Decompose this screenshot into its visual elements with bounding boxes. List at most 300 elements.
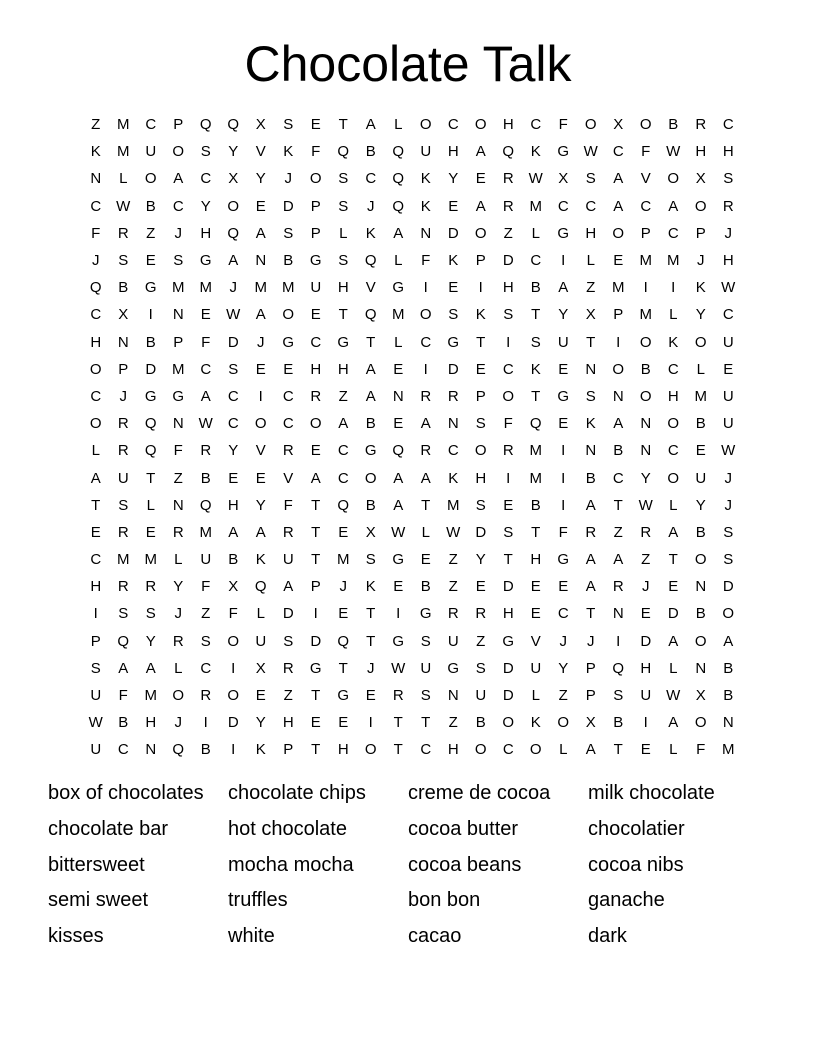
grid-letter: M <box>172 279 185 297</box>
grid-letter: A <box>613 551 624 569</box>
grid-letter: D <box>447 360 459 378</box>
grid-letter: I <box>506 333 511 351</box>
grid-row <box>82 600 742 627</box>
grid-letter: S <box>338 252 349 270</box>
grid-letter: X <box>613 116 624 134</box>
grid-letter: K <box>365 578 376 596</box>
grid-row <box>82 138 742 165</box>
grid-row <box>82 573 742 600</box>
grid-letter: E <box>310 306 321 324</box>
grid-letter: U <box>145 143 157 161</box>
grid-letter: Y <box>695 306 706 324</box>
grid-letter: Q <box>612 659 625 677</box>
grid-letter: L <box>531 687 540 705</box>
grid-letter: A <box>668 632 679 650</box>
grid-letter: F <box>558 523 568 541</box>
grid-letter: B <box>695 415 706 433</box>
grid-letter: C <box>282 387 294 405</box>
grid-letter: F <box>503 415 513 433</box>
word-list-item: box of chocolates <box>48 782 204 804</box>
grid-letter: O <box>584 116 597 134</box>
grid-letter: E <box>255 360 266 378</box>
grid-letter: P <box>310 578 321 596</box>
grid-letter: M <box>529 197 542 215</box>
grid-row <box>82 628 742 655</box>
grid-letter: A <box>723 632 734 650</box>
grid-letter: E <box>668 578 679 596</box>
grid-letter: H <box>585 224 597 242</box>
grid-letter: C <box>365 170 377 188</box>
grid-letter: Z <box>201 605 211 623</box>
grid-letter: V <box>530 632 541 650</box>
grid-letter: S <box>365 551 376 569</box>
grid-letter: A <box>90 469 101 487</box>
grid-letter: Q <box>502 143 515 161</box>
grid-letter: K <box>420 170 431 188</box>
grid-letter: U <box>282 551 294 569</box>
grid-letter: K <box>448 469 459 487</box>
grid-letter: O <box>612 360 625 378</box>
grid-letter: J <box>724 469 732 487</box>
grid-letter: A <box>668 714 679 732</box>
grid-letter: T <box>586 605 596 623</box>
grid-letter: G <box>172 387 185 405</box>
grid-letter: O <box>612 224 625 242</box>
grid-letter: P <box>310 224 321 242</box>
grid-letter: I <box>368 714 373 732</box>
grid-letter: M <box>722 741 735 759</box>
grid-letter: Q <box>392 442 405 460</box>
grid-letter: W <box>528 170 543 188</box>
grid-letter: L <box>174 551 183 569</box>
grid-letter: O <box>694 197 707 215</box>
grid-letter: A <box>613 197 624 215</box>
grid-letter: A <box>145 659 156 677</box>
grid-letter: Q <box>364 306 377 324</box>
grid-letter: W <box>666 687 681 705</box>
grid-row <box>82 247 742 274</box>
grid-letter: H <box>667 387 679 405</box>
grid-letter: S <box>475 496 486 514</box>
grid-letter: S <box>475 415 486 433</box>
grid-letter: S <box>530 333 541 351</box>
grid-letter: X <box>365 523 376 541</box>
grid-letter: E <box>365 687 376 705</box>
grid-letter: X <box>255 659 266 677</box>
grid-letter: I <box>423 279 428 297</box>
grid-letter: O <box>419 116 432 134</box>
grid-letter: M <box>529 442 542 460</box>
grid-letter: C <box>722 116 734 134</box>
grid-letter: W <box>116 197 131 215</box>
grid-letter: F <box>118 687 128 705</box>
grid-letter: M <box>172 360 185 378</box>
grid-letter: E <box>695 442 706 460</box>
word-list-item: chocolate bar <box>48 817 169 840</box>
word-list-item: chocolate chips <box>228 782 366 804</box>
grid-letter: A <box>668 523 679 541</box>
grid-letter: A <box>173 170 184 188</box>
grid-letter: Q <box>199 496 212 514</box>
grid-letter: Y <box>145 632 156 650</box>
grid-letter: O <box>227 632 240 650</box>
grid-letter: Q <box>144 415 157 433</box>
grid-letter: Q <box>392 170 405 188</box>
grid-letter: J <box>724 224 732 242</box>
grid-letter: P <box>173 116 184 134</box>
grid-letter: M <box>639 252 652 270</box>
grid-letter: J <box>257 333 265 351</box>
grid-letter: O <box>227 687 240 705</box>
grid-letter: C <box>310 333 322 351</box>
grid-letter: O <box>694 632 707 650</box>
grid-letter: Y <box>173 578 184 596</box>
grid-letter: L <box>559 741 568 759</box>
grid-letter: E <box>393 415 404 433</box>
grid-letter: N <box>695 659 707 677</box>
grid-letter: N <box>172 306 184 324</box>
grid-letter: H <box>530 551 542 569</box>
grid-letter: U <box>420 659 432 677</box>
grid-letter: E <box>145 252 156 270</box>
grid-letter: N <box>612 387 624 405</box>
grid-letter: R <box>172 632 184 650</box>
grid-letter: I <box>478 279 483 297</box>
grid-letter: R <box>722 197 734 215</box>
grid-letter: H <box>447 143 459 161</box>
grid-letter: Z <box>613 523 623 541</box>
grid-letter: U <box>695 469 707 487</box>
grid-letter: G <box>337 687 350 705</box>
grid-letter: A <box>365 360 376 378</box>
grid-letter: H <box>227 496 239 514</box>
grid-letter: A <box>310 469 321 487</box>
grid-letter: K <box>475 306 486 324</box>
grid-letter: C <box>447 442 459 460</box>
grid-letter: R <box>447 387 459 405</box>
grid-letter: O <box>144 170 157 188</box>
grid-letter: U <box>722 387 734 405</box>
grid-letter: Z <box>558 687 568 705</box>
grid-letter: E <box>530 578 541 596</box>
grid-letter: Y <box>228 143 239 161</box>
grid-letter: O <box>172 143 185 161</box>
grid-row <box>82 655 742 682</box>
grid-letter: Z <box>586 279 596 297</box>
grid-letter: B <box>145 333 156 351</box>
grid-letter: B <box>613 714 624 732</box>
grid-letter: B <box>118 279 129 297</box>
grid-letter: B <box>640 360 651 378</box>
grid-letter: Y <box>695 496 706 514</box>
grid-letter: L <box>339 224 348 242</box>
grid-letter: C <box>502 360 514 378</box>
grid-letter: P <box>640 224 651 242</box>
grid-letter: S <box>283 632 294 650</box>
grid-letter: I <box>148 306 153 324</box>
grid-letter: C <box>502 741 514 759</box>
grid-letter: U <box>117 469 129 487</box>
grid-letter: S <box>118 605 129 623</box>
grid-letter: T <box>338 306 348 324</box>
grid-letter: L <box>669 659 678 677</box>
grid-letter: Y <box>255 496 266 514</box>
grid-letter: L <box>669 496 678 514</box>
grid-letter: E <box>530 605 541 623</box>
grid-letter: I <box>671 279 676 297</box>
grid-letter: M <box>254 279 267 297</box>
grid-letter: B <box>200 741 211 759</box>
grid-letter: Q <box>337 143 350 161</box>
grid-letter: T <box>531 523 541 541</box>
word-list-item: bittersweet <box>48 853 145 876</box>
grid-letter: B <box>365 496 376 514</box>
grid-letter: K <box>90 143 101 161</box>
grid-letter: D <box>502 252 514 270</box>
grid-letter: Y <box>448 170 459 188</box>
grid-letter: A <box>228 252 239 270</box>
grid-row <box>82 546 742 573</box>
grid-letter: E <box>475 170 486 188</box>
grid-letter: G <box>502 632 515 650</box>
grid-letter: H <box>640 659 652 677</box>
grid-letter: K <box>530 360 541 378</box>
grid-letter: A <box>668 197 679 215</box>
grid-letter: W <box>446 523 461 541</box>
word-list-item: dark <box>588 925 627 948</box>
grid-letter: W <box>721 279 736 297</box>
grid-letter: E <box>448 197 459 215</box>
grid-letter: I <box>561 252 566 270</box>
grid-letter: H <box>722 143 734 161</box>
grid-letter: N <box>255 252 267 270</box>
grid-letter: B <box>585 469 596 487</box>
grid-letter: E <box>613 252 624 270</box>
grid-letter: E <box>420 551 431 569</box>
grid-row <box>82 736 742 763</box>
grid-letter: A <box>338 415 349 433</box>
grid-letter: N <box>172 415 184 433</box>
grid-letter: C <box>90 551 102 569</box>
grid-letter: B <box>145 197 156 215</box>
grid-letter: E <box>310 714 321 732</box>
grid-letter: B <box>118 714 129 732</box>
grid-letter: L <box>394 116 403 134</box>
word-list-item: kisses <box>48 925 104 948</box>
grid-letter: Q <box>199 116 212 134</box>
grid-letter: A <box>585 578 596 596</box>
grid-letter: O <box>502 387 515 405</box>
word-search-grid <box>82 111 742 764</box>
grid-row <box>82 111 742 138</box>
grid-letter: G <box>144 387 157 405</box>
word-list-item: hot chocolate <box>228 817 347 840</box>
grid-letter: C <box>722 306 734 324</box>
grid-letter: P <box>475 252 486 270</box>
grid-letter: W <box>198 415 213 433</box>
grid-letter: Z <box>283 687 293 705</box>
grid-letter: T <box>421 496 431 514</box>
grid-letter: D <box>310 632 322 650</box>
grid-letter: O <box>639 116 652 134</box>
grid-letter: G <box>392 279 405 297</box>
grid-letter: A <box>585 551 596 569</box>
word-list-item: cacao <box>408 925 462 948</box>
grid-letter: M <box>392 306 405 324</box>
grid-letter: G <box>144 279 157 297</box>
grid-letter: H <box>722 252 734 270</box>
grid-letter: D <box>282 605 294 623</box>
grid-letter: Z <box>503 224 513 242</box>
grid-letter: Q <box>117 632 130 650</box>
grid-letter: D <box>282 197 294 215</box>
grid-letter: L <box>394 252 403 270</box>
grid-letter: L <box>669 306 678 324</box>
grid-letter: S <box>723 170 734 188</box>
grid-letter: N <box>695 578 707 596</box>
grid-letter: P <box>613 306 624 324</box>
grid-letter: C <box>337 469 349 487</box>
grid-letter: E <box>475 360 486 378</box>
grid-letter: I <box>231 659 236 677</box>
grid-letter: L <box>256 605 265 623</box>
grid-letter: X <box>695 687 706 705</box>
grid-letter: B <box>200 469 211 487</box>
grid-letter: I <box>643 279 648 297</box>
grid-letter: H <box>502 116 514 134</box>
grid-letter: S <box>200 632 211 650</box>
grid-letter: O <box>474 224 487 242</box>
grid-letter: N <box>612 605 624 623</box>
word-list-item: white <box>228 925 275 948</box>
grid-letter: E <box>145 523 156 541</box>
grid-letter: C <box>585 197 597 215</box>
grid-letter: Q <box>392 143 405 161</box>
grid-letter: S <box>585 170 596 188</box>
grid-letter: H <box>337 360 349 378</box>
grid-letter: N <box>145 741 157 759</box>
grid-letter: R <box>117 442 129 460</box>
grid-letter: F <box>696 741 706 759</box>
grid-letter: A <box>558 279 569 297</box>
grid-letter: K <box>530 714 541 732</box>
grid-letter: R <box>640 523 652 541</box>
grid-letter: N <box>420 224 432 242</box>
grid-letter: B <box>475 714 486 732</box>
grid-letter: E <box>503 496 514 514</box>
grid-letter: Q <box>337 632 350 650</box>
grid-letter: U <box>640 687 652 705</box>
grid-letter: M <box>612 279 625 297</box>
grid-letter: T <box>503 551 513 569</box>
grid-letter: B <box>695 605 706 623</box>
grid-letter: S <box>283 116 294 134</box>
grid-letter: L <box>174 659 183 677</box>
grid-letter: L <box>146 496 155 514</box>
word-list-item: mocha mocha <box>228 853 354 876</box>
grid-letter: R <box>447 605 459 623</box>
grid-letter: E <box>338 714 349 732</box>
grid-letter: R <box>200 442 212 460</box>
grid-letter: E <box>283 360 294 378</box>
grid-letter: Q <box>364 252 377 270</box>
grid-letter: F <box>641 143 651 161</box>
grid-row <box>82 301 742 328</box>
grid-letter: K <box>255 741 266 759</box>
grid-letter: X <box>585 306 596 324</box>
grid-letter: A <box>283 578 294 596</box>
grid-letter: P <box>695 224 706 242</box>
grid-letter: G <box>392 551 405 569</box>
word-list-item: bon bon <box>408 889 481 912</box>
grid-letter: G <box>447 659 460 677</box>
grid-row <box>82 492 742 519</box>
grid-row <box>82 220 742 247</box>
grid-letter: F <box>228 605 238 623</box>
grid-letter: Y <box>200 197 211 215</box>
grid-letter: Y <box>558 659 569 677</box>
grid-letter: T <box>613 496 623 514</box>
grid-letter: T <box>613 741 623 759</box>
grid-letter: P <box>585 659 596 677</box>
grid-letter: D <box>502 687 514 705</box>
grid-letter: W <box>88 714 103 732</box>
grid-letter: O <box>309 170 322 188</box>
grid-letter: S <box>200 143 211 161</box>
page-title: Chocolate Talk <box>244 36 572 92</box>
grid-letter: M <box>144 551 157 569</box>
grid-letter: E <box>310 442 321 460</box>
grid-letter: Z <box>476 632 486 650</box>
grid-letter: Q <box>529 415 542 433</box>
grid-letter: K <box>530 143 541 161</box>
grid-letter: E <box>448 279 459 297</box>
grid-letter: D <box>227 714 239 732</box>
grid-letter: S <box>448 306 459 324</box>
grid-letter: P <box>118 360 129 378</box>
grid-letter: R <box>282 659 294 677</box>
grid-letter: C <box>200 659 212 677</box>
grid-letter: A <box>255 306 266 324</box>
grid-letter: I <box>313 605 318 623</box>
grid-letter: E <box>90 523 101 541</box>
grid-letter: C <box>612 469 624 487</box>
grid-letter: C <box>117 741 129 759</box>
grid-letter: U <box>557 333 569 351</box>
grid-letter: S <box>503 306 514 324</box>
grid-letter: S <box>90 659 101 677</box>
grid-letter: G <box>557 387 570 405</box>
grid-letter: M <box>337 551 350 569</box>
grid-letter: O <box>89 360 102 378</box>
grid-letter: N <box>90 170 102 188</box>
grid-letter: C <box>667 442 679 460</box>
grid-letter: K <box>695 279 706 297</box>
grid-letter: O <box>557 714 570 732</box>
grid-letter: C <box>530 252 542 270</box>
grid-letter: M <box>694 387 707 405</box>
grid-letter: Q <box>392 197 405 215</box>
grid-letter: C <box>667 360 679 378</box>
grid-letter: O <box>89 415 102 433</box>
word-list-item: chocolatier <box>588 817 685 840</box>
word-list-item: creme de cocoa <box>408 782 551 804</box>
grid-letter: C <box>90 306 102 324</box>
grid-letter: U <box>722 333 734 351</box>
grid-letter: S <box>118 252 129 270</box>
grid-letter: A <box>420 469 431 487</box>
grid-letter: K <box>365 224 376 242</box>
